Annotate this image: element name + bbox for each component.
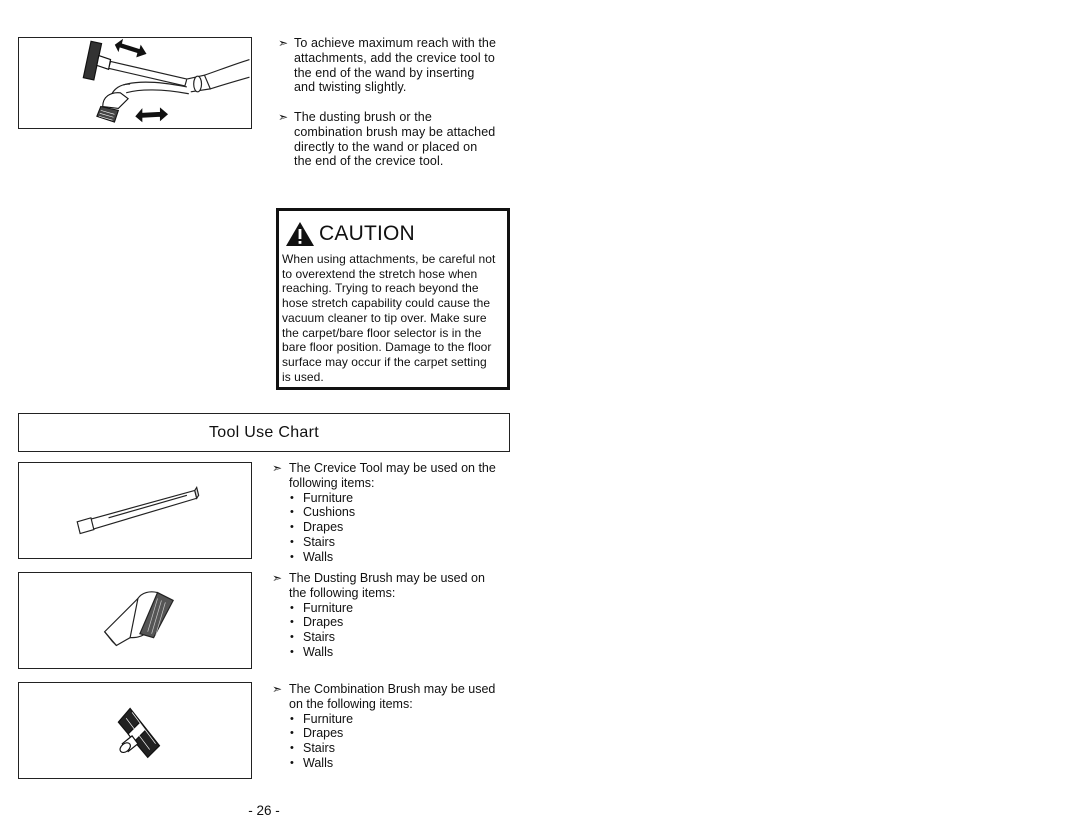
tool-dusting-lead bbox=[272, 571, 512, 601]
tool-combination-lead-text: The Combination Brush may be used on the following items: bbox=[289, 682, 496, 711]
arrow-bullet-icon: ➣ bbox=[278, 110, 289, 124]
caution-title: CAUTION bbox=[319, 222, 415, 245]
combination-brush-image bbox=[18, 682, 252, 779]
tool-dusting-lead-text: The Dusting Brush may be used on the following items: bbox=[289, 571, 485, 600]
tool-crevice-items bbox=[272, 491, 512, 565]
instruction-text-1: To achieve maximum reach with the attachments, add the crevice tool to the end of the wand by inserting and twisting slightly. bbox=[294, 36, 496, 95]
list-item: • Furniture bbox=[290, 601, 512, 616]
list-item: • Furniture bbox=[290, 491, 512, 506]
tool-dusting-description bbox=[272, 571, 512, 660]
list-item: • Stairs bbox=[290, 535, 512, 550]
page-number: - 26 - bbox=[248, 803, 280, 818]
tool-dusting-items bbox=[272, 601, 512, 660]
tool-combination-lead bbox=[272, 682, 512, 712]
wand-illustration-svg bbox=[19, 38, 251, 128]
list-item: • Drapes bbox=[290, 726, 512, 741]
dusting-brush-image bbox=[18, 572, 252, 669]
combination-brush-icon bbox=[118, 708, 159, 757]
tool-use-chart-title bbox=[18, 413, 510, 452]
crevice-tool-icon bbox=[77, 487, 198, 533]
caution-box bbox=[276, 208, 510, 390]
tool-combination-description bbox=[272, 682, 512, 771]
arrow-bullet-icon: ➣ bbox=[272, 682, 283, 696]
arrow-bullet-icon: ➣ bbox=[272, 571, 283, 585]
caution-heading bbox=[285, 219, 415, 249]
list-item: • Drapes bbox=[290, 520, 512, 535]
list-item: • Drapes bbox=[290, 615, 512, 630]
list-item: • Walls bbox=[290, 550, 512, 565]
arrow-bullet-icon: ➣ bbox=[272, 461, 283, 475]
list-item: • Walls bbox=[290, 756, 512, 771]
list-item: • Stairs bbox=[290, 741, 512, 756]
warning-triangle-icon bbox=[285, 221, 315, 247]
tool-combination-items bbox=[272, 712, 512, 771]
tool-crevice-lead bbox=[272, 461, 512, 491]
list-item: • Furniture bbox=[290, 712, 512, 727]
instruction-paragraph-2 bbox=[278, 110, 518, 169]
list-item: • Stairs bbox=[290, 630, 512, 645]
list-item: • Walls bbox=[290, 645, 512, 660]
tool-crevice-lead-text: The Crevice Tool may be used on the following items: bbox=[289, 461, 496, 490]
tool-crevice-description bbox=[272, 461, 512, 565]
crevice-tool-image bbox=[18, 462, 252, 559]
instruction-text-2: The dusting brush or the combination brush may be attached directly to the wand or placed on the end of the crevice tool. bbox=[294, 110, 496, 169]
caution-body: When using attachments, be careful not to overextend the stretch hose when reaching. Trying to reach beyond the hose stretch capability could cause the vacuum cleaner to tip over. Make sure the carpet/bare floor selector is in the bare floor position. Damage to the floor surface may occur if the carpet setting is used. bbox=[282, 252, 496, 384]
wand-attachment-illustration bbox=[18, 37, 252, 129]
tool-use-chart-title-text: Tool Use Chart bbox=[208, 423, 320, 441]
arrow-bullet-icon: ➣ bbox=[278, 36, 289, 50]
instruction-paragraph-1 bbox=[278, 36, 518, 95]
dusting-brush-icon bbox=[105, 592, 174, 646]
list-item: • Cushions bbox=[290, 505, 512, 520]
